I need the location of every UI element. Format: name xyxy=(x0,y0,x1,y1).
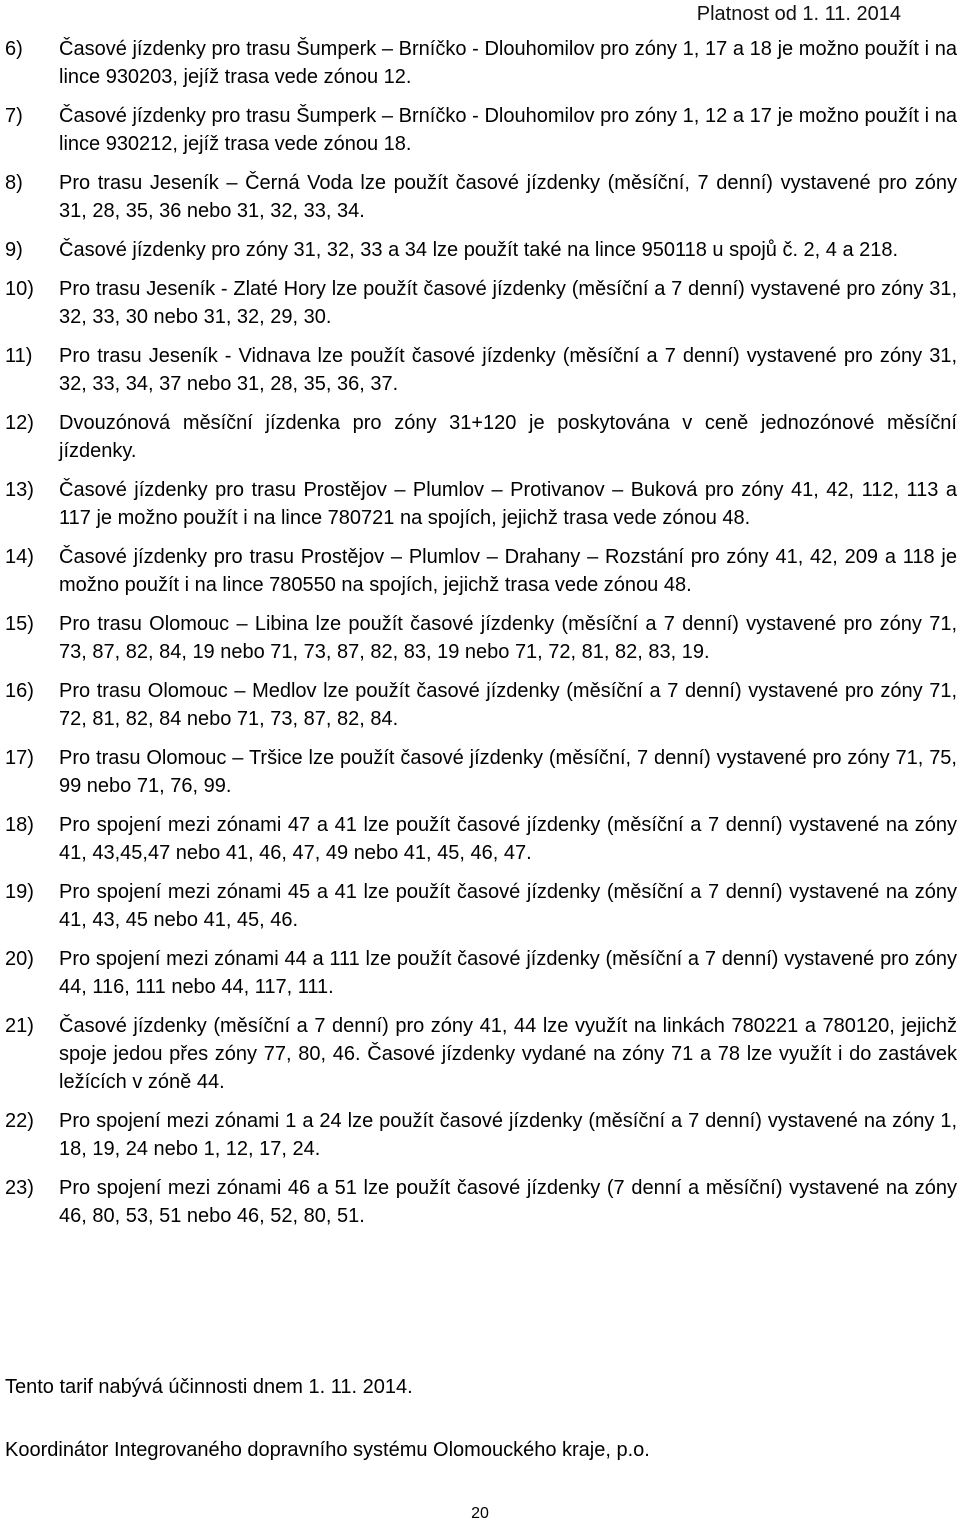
note-text: Pro spojení mezi zónami 1 a 24 lze použít časové jízdenky (měsíční a 7 denní) vystavené na zóny 1, 18, 19, 24 nebo 1, 12, 17, 24. xyxy=(59,1110,957,1160)
note-text: Pro spojení mezi zónami 45 a 41 lze použít časové jízdenky (měsíční a 7 denní) vystavené na zóny 41, 43, 45 nebo 41, 45, 46. xyxy=(59,881,957,931)
coordinator-signature: Koordinátor Integrovaného dopravního systému Olomouckého kraje, p.o. xyxy=(5,1439,650,1461)
note-text: Pro trasu Jeseník – Černá Voda lze použít časové jízdenky (měsíční, 7 denní) vystavené pro zóny 31, 28, 35, 36 nebo 31, 32, 33, 34. xyxy=(59,172,957,222)
note-text: Pro spojení mezi zónami 44 a 111 lze použít časové jízdenky (měsíční a 7 denní) vystavené pro zóny 44, 116, 111 nebo 44, 117, 111. xyxy=(59,948,957,998)
note-number: 14) xyxy=(5,546,34,568)
validity-header: Platnost od 1. 11. 2014 xyxy=(696,3,901,25)
note-number: 20) xyxy=(5,948,34,970)
note-item xyxy=(5,610,957,666)
note-item xyxy=(5,945,957,1001)
note-number: 13) xyxy=(5,479,34,501)
note-item xyxy=(5,476,957,532)
note-item xyxy=(5,169,957,225)
note-item xyxy=(5,409,957,465)
note-number: 9) xyxy=(5,239,23,261)
note-number: 12) xyxy=(5,412,34,434)
note-text: Pro trasu Olomouc – Libina lze použít časové jízdenky (měsíční a 7 denní) vystavené pro zóny 71, 73, 87, 82, 84, 19 nebo 71, 73, 87, 82, 83, 19 nebo 71, 72, 81, 82, 83, 19. xyxy=(59,613,957,663)
note-item xyxy=(5,1107,957,1163)
note-number: 15) xyxy=(5,613,34,635)
note-number: 21) xyxy=(5,1015,34,1037)
note-text: Pro trasu Olomouc – Medlov lze použít časové jízdenky (měsíční a 7 denní) vystavené pro zóny 71, 72, 81, 82, 84 nebo 71, 73, 87, 82, 84. xyxy=(59,680,957,730)
note-text: Pro trasu Jeseník - Vidnava lze použít časové jízdenky (měsíční a 7 denní) vystavené pro zóny 31, 32, 33, 34, 37 nebo 31, 28, 35, 36, 37. xyxy=(59,345,957,395)
note-item xyxy=(5,35,957,91)
note-text: Pro spojení mezi zónami 46 a 51 lze použít časové jízdenky (7 denní a měsíční) vystavené na zóny 46, 80, 53, 51 nebo 46, 52, 80, 51. xyxy=(59,1177,957,1227)
note-text: Pro trasu Jeseník - Zlaté Hory lze použít časové jízdenky (měsíční a 7 denní) vystavené pro zóny 31, 32, 33, 30 nebo 31, 32, 29, 30. xyxy=(59,278,957,328)
note-item xyxy=(5,811,957,867)
note-number: 6) xyxy=(5,38,23,60)
note-text: Časové jízdenky pro trasu Šumperk – Brníčko - Dlouhomilov pro zóny 1, 12 a 17 je možno použít i na lince 930212, jejíž trasa vede zónou 18. xyxy=(59,105,957,155)
note-item xyxy=(5,275,957,331)
note-item xyxy=(5,236,957,264)
note-number: 18) xyxy=(5,814,34,836)
note-item xyxy=(5,342,957,398)
note-item xyxy=(5,878,957,934)
note-text: Časové jízdenky (měsíční a 7 denní) pro zóny 41, 44 lze využít na linkách 780221 a 780120, jejichž spoje jedou přes zóny 77, 80, 46. Časové jízdenky vydané na zóny 71 a 78 lze využít i do zastávek ležících v zóně 44. xyxy=(59,1015,957,1093)
note-text: Časové jízdenky pro trasu Prostějov – Plumlov – Drahany – Rozstání pro zóny 41, 42, 209 a 118 je možno použít i na lince 780550 na spojích, jejichž trasa vede zónou 48. xyxy=(59,546,957,596)
note-text: Pro spojení mezi zónami 47 a 41 lze použít časové jízdenky (měsíční a 7 denní) vystavené na zóny 41, 43,45,47 nebo 41, 46, 47, 49 nebo 41, 45, 46, 47. xyxy=(59,814,957,864)
page-number: 20 xyxy=(471,1505,489,1522)
note-number: 7) xyxy=(5,105,23,127)
note-number: 11) xyxy=(5,345,33,367)
effective-date-notice: Tento tarif nabývá účinnosti dnem 1. 11. 2014. xyxy=(5,1376,413,1398)
note-number: 19) xyxy=(5,881,34,903)
note-item xyxy=(5,543,957,599)
note-text: Dvouzónová měsíční jízdenka pro zóny 31+120 je poskytována v ceně jednozónové měsíční jízdenky. xyxy=(59,412,957,462)
note-number: 17) xyxy=(5,747,34,769)
note-item xyxy=(5,677,957,733)
note-text: Pro trasu Olomouc – Tršice lze použít časové jízdenky (měsíční, 7 denní) vystavené pro zóny 71, 75, 99 nebo 71, 76, 99. xyxy=(59,747,957,797)
note-number: 10) xyxy=(5,278,34,300)
note-text: Časové jízdenky pro trasu Šumperk – Brníčko - Dlouhomilov pro zóny 1, 17 a 18 je možno použít i na lince 930203, jejíž trasa vede zónou 12. xyxy=(59,38,957,88)
notes-list xyxy=(5,35,957,1241)
note-number: 8) xyxy=(5,172,23,194)
note-number: 22) xyxy=(5,1110,34,1132)
note-text: Časové jízdenky pro zóny 31, 32, 33 a 34 lze použít také na lince 950118 u spojů č. 2, 4 a 218. xyxy=(59,239,899,261)
note-item xyxy=(5,1012,957,1096)
note-number: 16) xyxy=(5,680,34,702)
note-number: 23) xyxy=(5,1177,34,1199)
note-item xyxy=(5,102,957,158)
note-item xyxy=(5,744,957,800)
note-item xyxy=(5,1174,957,1230)
note-text: Časové jízdenky pro trasu Prostějov – Plumlov – Protivanov – Buková pro zóny 41, 42, 112, 113 a 117 je možno použít i na lince 780721 na spojích, jejichž trasa vede zónou 48. xyxy=(59,479,957,529)
